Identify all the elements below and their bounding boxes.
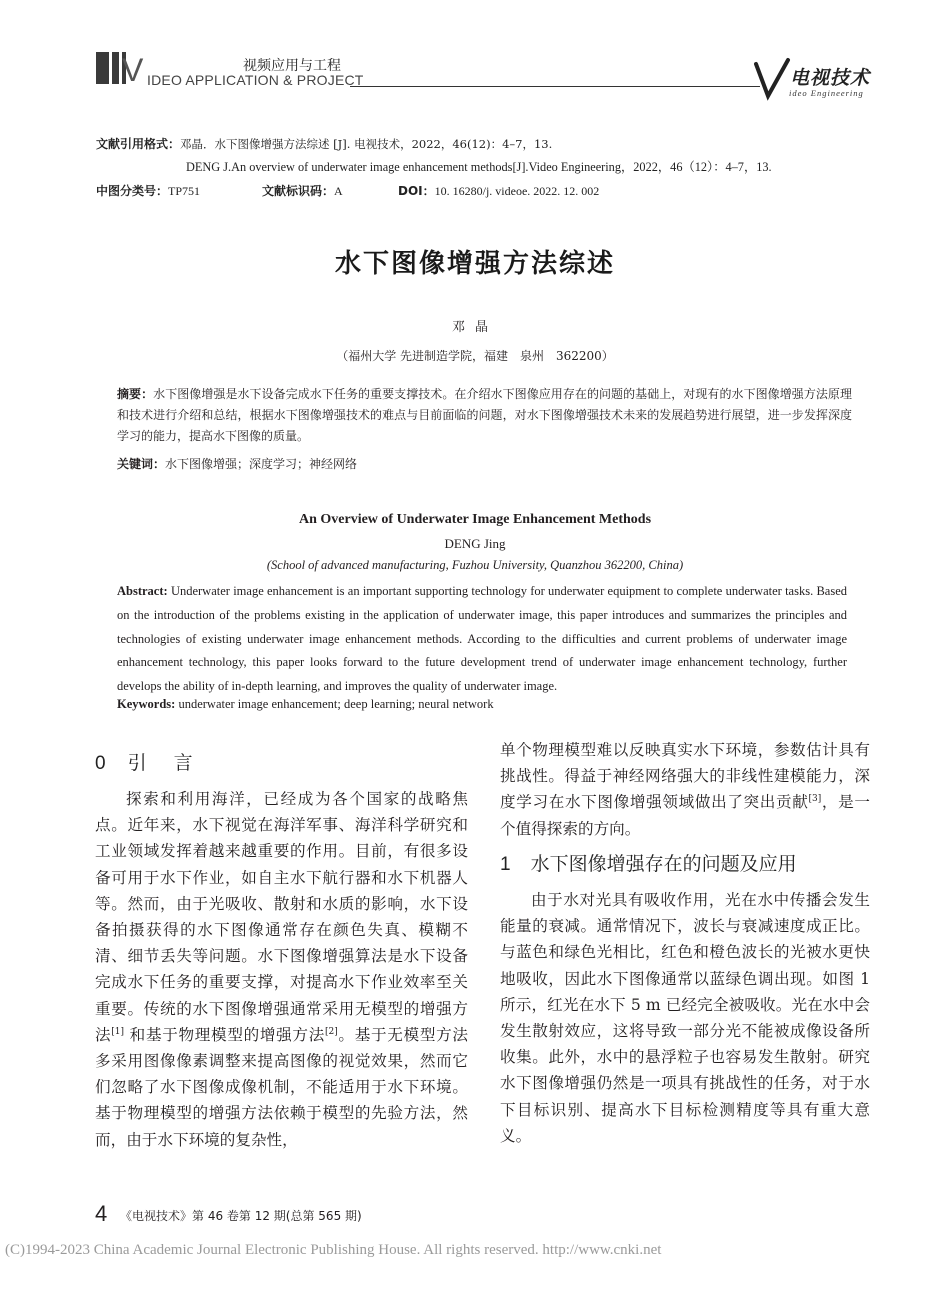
english-abstract-label: Abstract: (117, 584, 168, 598)
section-0-paragraph-2 (500, 737, 870, 842)
paragraph-text: 。基于无模型方法多采用图像像素调整来提高图像的视觉效果，然而它们忽略了水下图像成像机制，不能适用于水下环境。基于物理模型的增强方法依赖于模型的先验方法，然而，由于水下环境的复杂性， (95, 1025, 468, 1149)
paragraph-text: ，是一个值得探索的方向。 (500, 793, 870, 838)
citation-cn (96, 137, 552, 151)
keywords-cn (117, 455, 357, 472)
english-keywords-label: Keywords: (117, 697, 176, 711)
doi-label: DOI： (398, 184, 435, 198)
english-title: An Overview of Underwater Image Enhancement Methods (298, 512, 652, 527)
header-bar (112, 52, 119, 84)
header-bar (96, 52, 109, 84)
journal-name-en: IDEO APPLICATION & PROJECT (147, 72, 364, 88)
affiliation-cn: （福州大学 先进制造学院，福建 泉州 362200） (336, 349, 614, 363)
section-0-number: 0 (95, 753, 106, 774)
citation-text-en: DENG J.An overview of underwater image enhancement methods[J].Video Engineering，2022，46（12）：4–7，13. (186, 160, 772, 174)
english-abstract-text: Underwater image enhancement is an important supporting technology for underwater equipment to complete underwater tasks. Based on the introduction of the problems existing in the application of underwater image, this paper introduces and summarizes the principles and technologies of existing underwater image enhancement methods. According to the difficulties and current problems of underwater image enhancement technology, this paper looks forward to the future development trend of underwater image enhancement technology, further develops the ability of in-depth learning, and improves the quality of underwater image. (117, 584, 847, 694)
doi-value: 10. 16280/j. videoe. 2022. 12. 002 (434, 184, 600, 198)
paragraph-text: 和基于物理模型的增强方法 (129, 1025, 325, 1044)
journal-name-cn: 视频应用与工程 (243, 58, 341, 74)
section-1-title: 水下图像增强存在的问题及应用 (530, 853, 797, 875)
doc-code-row (262, 184, 343, 198)
copyright-notice: (C)1994-2023 China Academic Journal Electronic Publishing House. All rights reserved. http://www.cnki.net (5, 1242, 662, 1258)
section-1-paragraph-1: 由于水对光具有吸收作用，光在水中传播会发生能量的衰减。通常情况下，波长与衰减速度成正比。与蓝色和绿色光相比，红色和橙色波长的光被水更快地吸收，因此水下图像通常以蓝绿色调出现。如图 1 所示，红光在水下 5 m 已经完全被吸收。光在水中会发生散射效应，这将导致一部分光不能被成像设备所收集。此外，水中的悬浮粒子也容易发生散射。研究水下图像增强仍然是一项具有挑战性的任务，对于水下目标识别、提高水下目标检测精度等具有重大意义。 (500, 891, 870, 1145)
english-keywords-text: underwater image enhancement; deep learning; neural network (175, 697, 494, 711)
english-affiliation: (School of advanced manufacturing, Fuzhou University, Quanzhou 362200, China) (266, 558, 684, 572)
author-cn: 邓晶 (451, 320, 498, 335)
footer-journal-info: 《电视技术》第 46 卷第 12 期(总第 565 期) (120, 1209, 362, 1223)
section-0-paragraph-1 (95, 786, 468, 1153)
section-0-heading (95, 748, 197, 775)
abstract-cn-label: 摘要： (117, 387, 154, 401)
doc-code-label: 文献标识码： (262, 184, 335, 198)
page-number: 4 (95, 1201, 108, 1226)
paragraph-text: 探索和利用海洋，已经成为各个国家的战略焦点。近年来，水下视觉在海洋军事、海洋科学研究和工业领域发挥着越来越重要的作用。目前，有很多设备可用于水下作业，如自主水下航行器和水下机器人等。然而，由于光吸收、散射和水质的影响，水下设备拍摄获得的水下图像通常存在颜色失真、模糊不清、细节丢失等问题。水下图像增强算法是水下设备完成水下任务的重要支撑，对提高水下作业效率至关重要。传统的水下图像增强通常采用无模型的增强方法 (95, 790, 468, 1044)
section-1-heading (500, 849, 797, 876)
paragraph-text: 单个物理模型难以反映真实水下环境，参数估计具有挑战性。得益于神经网络强大的非线性建模能力，深度学习在水下图像增强领域做出了突出贡献 (500, 741, 870, 812)
abstract-cn-text: 水下图像增强是水下设备完成水下任务的重要支撑技术。在介绍水下图像应用存在的问题的基础上，对现有的水下图像增强方法原理和技术进行介绍和总结，根据水下图像增强技术的难点与目前面临的问题，对水下图像增强技术未来的发展趋势进行展望，进一步发挥深度学习的能力，提高水下图像的质量。 (117, 387, 852, 443)
doi-row (398, 184, 599, 198)
doc-code-value: A (334, 184, 343, 198)
english-author: DENG Jing (444, 536, 506, 551)
logo-subtitle: ideo Engineering (789, 88, 864, 98)
clc-value: TP751 (168, 184, 201, 198)
clc-label: 中图分类号： (96, 184, 169, 198)
video-engineering-logo-icon (752, 56, 792, 104)
logo-text: 电视技术 (790, 67, 871, 89)
header-rule (350, 86, 760, 87)
english-abstract (117, 580, 847, 699)
english-keywords (117, 697, 494, 712)
journal-name-initial: V (122, 52, 144, 88)
reference-2[interactable]: [2] (325, 1026, 338, 1037)
abstract-cn (117, 384, 852, 447)
page-title: 水下图像增强方法综述 (334, 249, 615, 279)
citation-text-cn: 邓晶．水下图像增强方法综述 [J]. 电视技术，2022，46(12)：4–7，13. (180, 137, 553, 151)
keywords-cn-text: 水下图像增强；深度学习；神经网络 (165, 457, 358, 471)
citation-label: 文献引用格式： (96, 137, 181, 151)
keywords-cn-label: 关键词： (117, 457, 166, 471)
section-0-title: 引 言 (127, 752, 197, 774)
reference-3[interactable]: [3] (808, 794, 822, 805)
section-1-number: 1 (500, 854, 511, 875)
classification-row (96, 184, 200, 198)
reference-1[interactable]: [1] (111, 1026, 125, 1037)
